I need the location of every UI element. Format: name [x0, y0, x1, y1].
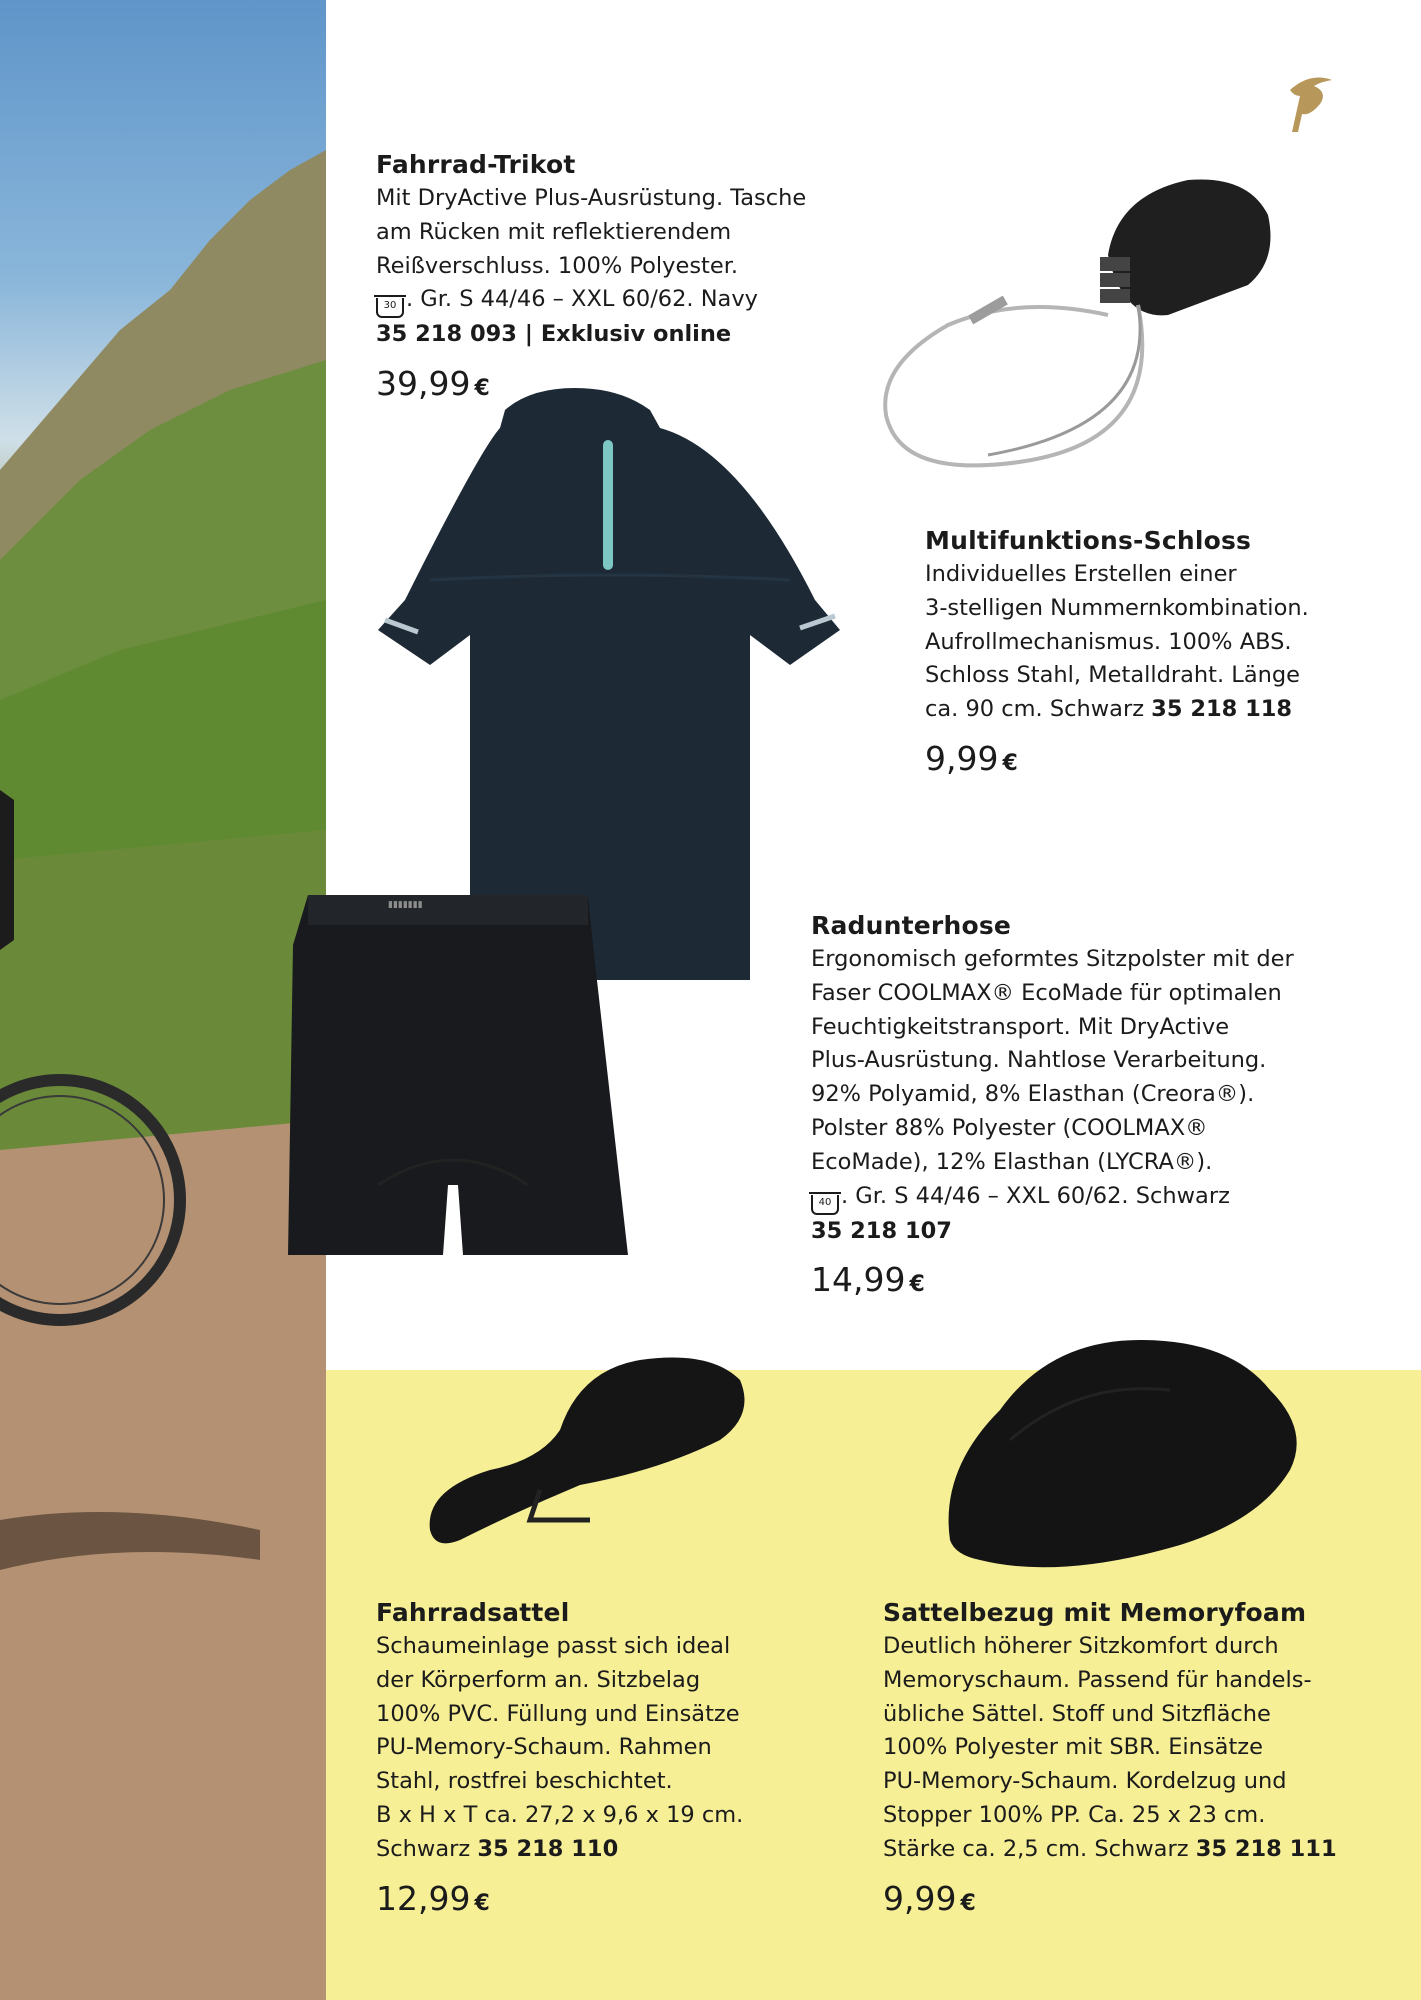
cycling-shorts-image — [288, 885, 628, 1279]
description-line: Stopper 100% PP. Ca. 25 x 23 cm. — [883, 1801, 1266, 1828]
price-value: 9,99 — [925, 738, 999, 778]
description-line: Stärke ca. 2,5 cm. Schwarz — [883, 1835, 1189, 1862]
description-line: PU-Memory-Schaum. Kordelzug und — [883, 1768, 1287, 1795]
product-sattel — [376, 1596, 743, 1926]
bike-saddle-image — [420, 1320, 750, 1564]
currency-symbol: € — [474, 1890, 490, 1916]
article-number: 35 218 107 — [811, 1217, 952, 1244]
product-title: Sattelbezug mit Memoryfoam — [883, 1598, 1307, 1627]
description-line: der Körperform an. Sitzbelag — [376, 1666, 701, 1693]
description-line: PU-Memory-Schaum. Rahmen — [376, 1734, 712, 1761]
description-line: übliche Sättel. Stoff und Sitzfläche — [883, 1700, 1271, 1727]
size-line — [811, 1180, 1294, 1215]
description-line: 92% Polyamid, 8% Elasthan (Creora®). — [811, 1081, 1255, 1108]
bike-lock-image — [868, 165, 1288, 499]
product-title: Multifunktions-Schloss — [925, 526, 1252, 555]
article-line — [925, 693, 1309, 727]
description-line: Memoryschaum. Passend für handels- — [883, 1666, 1312, 1693]
svg-text:▮▮▮▮▮▮▮: ▮▮▮▮▮▮▮ — [388, 900, 423, 910]
description-line: Ergonomisch geformtes Sitzpolster mit der — [811, 946, 1294, 972]
description-line: Feuchtigkeitstransport. Mit DryActive — [811, 1013, 1230, 1040]
description-line: 100% PVC. Füllung und Einsätze — [376, 1700, 740, 1727]
description-line: Schaumeinlage passt sich ideal — [376, 1633, 731, 1659]
currency-symbol: € — [909, 1272, 925, 1298]
product-radunterhose — [811, 909, 1294, 1307]
price — [925, 737, 1309, 786]
description-line: Schloss Stahl, Metalldraht. Länge — [925, 662, 1301, 689]
description-line: Schwarz — [376, 1835, 471, 1862]
article-number: 35 218 110 — [477, 1835, 619, 1862]
tchibo-logo-icon — [1280, 70, 1340, 144]
article-line — [811, 1215, 1294, 1249]
product-schloss — [925, 524, 1309, 786]
article-number: 35 218 118 — [1151, 696, 1293, 723]
description-line: ca. 90 cm. Schwarz — [925, 696, 1145, 723]
description-line: Aufrollmechanismus. 100% ABS. — [925, 628, 1292, 655]
currency-symbol: € — [474, 376, 490, 402]
size-text: . Gr. S 44/46 – XXL 60/62. Navy — [406, 286, 758, 313]
wash-symbol-icon: 30 — [376, 298, 404, 318]
article-line — [883, 1833, 1337, 1867]
wash-symbol-icon: 40 — [811, 1195, 839, 1215]
currency-symbol: € — [1002, 750, 1018, 776]
description-line: 100% Polyester mit SBR. Einsätze — [883, 1734, 1263, 1761]
price — [811, 1258, 1294, 1307]
size-line — [376, 283, 806, 318]
description-line: Deutlich höherer Sitzkomfort durch — [883, 1633, 1279, 1659]
product-sattelbezug — [883, 1596, 1337, 1926]
price — [883, 1877, 1337, 1926]
description-line: am Rücken mit reflektierendem — [376, 218, 732, 245]
description-line: Stahl, rostfrei beschichtet. — [376, 1768, 673, 1795]
currency-symbol: € — [960, 1890, 976, 1916]
price-value: 39,99 — [376, 364, 471, 404]
description-line: Mit DryActive Plus-Ausrüstung. Tasche — [376, 185, 807, 211]
price-value: 14,99 — [811, 1260, 906, 1300]
description-line: Faser COOLMAX® EcoMade für optimalen — [811, 979, 1282, 1006]
article-number: 35 218 093 — [376, 321, 517, 348]
online-exclusive-note: Exklusiv online — [540, 321, 732, 348]
description-line: 3-stelligen Nummernkombination. — [925, 594, 1309, 621]
description-line: Individuelles Erstellen einer — [925, 561, 1237, 587]
description-line: Plus-Ausrüstung. Nahtlose Verarbeitung. — [811, 1047, 1267, 1074]
product-title: Fahrrad-Trikot — [376, 150, 576, 179]
lifestyle-photo — [0, 0, 326, 2000]
article-line — [376, 1833, 743, 1867]
mountain-bike-scene — [0, 0, 326, 2000]
price-value: 9,99 — [883, 1878, 957, 1918]
saddle-cover-image — [940, 1320, 1310, 1584]
description-line: Polster 88% Polyester (COOLMAX® — [811, 1114, 1208, 1141]
price — [376, 1877, 743, 1926]
description-line: EcoMade), 12% Elasthan (LYCRA®). — [811, 1148, 1213, 1175]
product-title: Fahrradsattel — [376, 1598, 570, 1627]
price-value: 12,99 — [376, 1878, 471, 1918]
article-number: 35 218 111 — [1195, 1835, 1337, 1862]
size-text: . Gr. S 44/46 – XXL 60/62. Schwarz — [841, 1182, 1230, 1209]
product-trikot — [376, 148, 806, 411]
product-title: Radunterhose — [811, 911, 1012, 940]
article-line: 35 218 093 | Exklusiv online — [376, 321, 732, 348]
description-line: B x H x T ca. 27,2 x 9,6 x 19 cm. — [376, 1801, 744, 1828]
price — [376, 362, 806, 411]
description-line: Reißverschluss. 100% Polyester. — [376, 252, 739, 279]
